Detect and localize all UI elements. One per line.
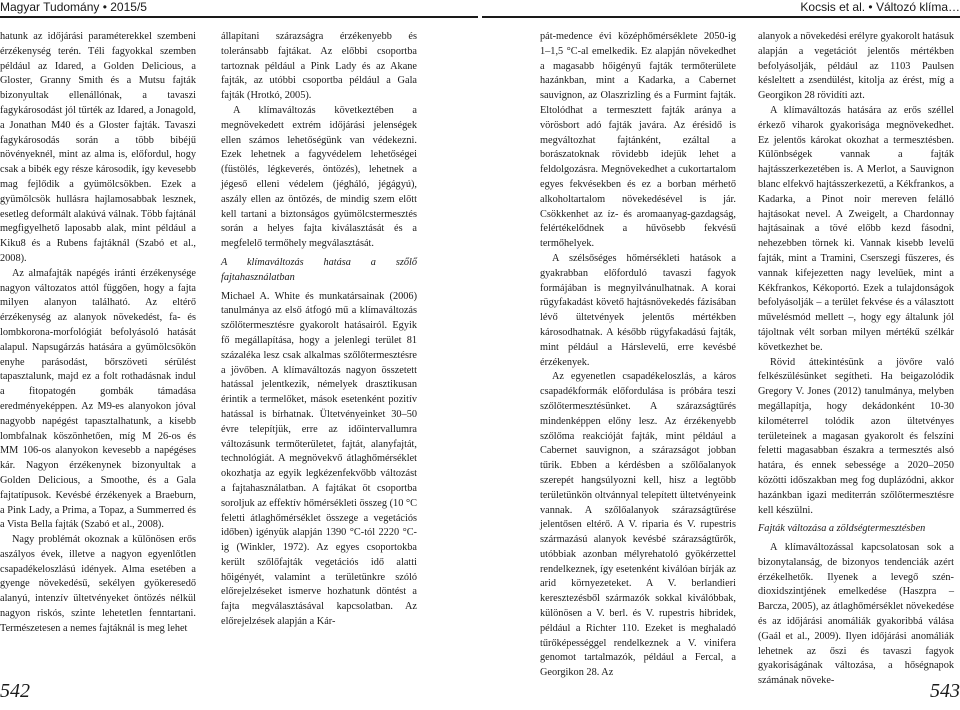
header-rule-left (0, 16, 478, 18)
body-paragraph: pát-medence évi középhőmérséklete 2050-ig 1–1,5 °C-al emelkedik. Ez alapján növekedhet a magasabb hőigényű fajták termőterülete hazánkban, mint a Kadarka, a Cabernet sauvignon, az Olaszrizling és a Furmint fajták. Eltolódhat a termesztett fajták aránya a vörösbort adó fajták javára. Az érésidő is megváltozhat fajtánként, ezáltal a borászatoknak rövidebb idejük lehet a feldolgozásra. Megnövekedhet a cukortartalom egyes fekvésekben és ez a borban mérhető alkoholtartalom növekedésével is jár. Csökkenhet az íz- és aromaanyag-gazdagság, felértékelődnek a hűvösebb fekvésű termőhelyek. (540, 31, 736, 250)
body-paragraph: Rövid áttekintésünk a jövőre való felkészülésünket segítheti. Ha beigazolódik Gregory V. Jones (2012) tanulmánya, melyben megállapítja, hogy dekádonként 10-30 kilométerrel tolódik azon ültetvényes területeinek a magasan gyakorolt és felszíni feletti magasabban északra a termesztés alsó határa, és ennek sebessége a 2020–2050 közötti időszakban meg fog duplázódni, akkor hazánkban igazi mediterrán szőlőtermesztésre kell készülni. (758, 356, 954, 516)
running-header-left: Magyar Tudomány • 2015/5 (0, 0, 147, 14)
text-column-4 (758, 30, 954, 689)
section-heading: A klímaváltozás hatása a szőlő fajtahasználatban (221, 256, 417, 283)
page-number-left: 542 (0, 680, 30, 702)
text-column-3 (540, 30, 736, 681)
section-heading: Fajták változása a zöldségtermesztésben (758, 523, 926, 535)
body-paragraph: A klímaváltozással kapcsolatosan sok a bizonytalanság, de bizonyos tendenciák azért érzékelhetők. Ilyenek a levegő szén-dioxidszintjének emelkedése (Haszpra – Barcza, 2005), az átlaghőmérséklet növekedése és az időjárási anomáliák gyakoribbá válása (Gaál et al., 2009). Ilyen időjárási anomáliák lehetnek az őszi és tavaszi fagyok gyakoriságának változása, a hőségnapok számának növeke- (758, 542, 954, 687)
header-rule-right (482, 16, 960, 18)
body-paragraph: Az almafajták napégés iránti érzékenysége nagyon változatos attól függően, hogy a fajta milyen alanyon található. Az eltérő érzékenység az alanyok növekedést, fa- és lombkorona-morfológiát befolyásoló hatását alapul. Napsugárzás hatására a gyümölcsökön enyhe parásodást, bőrszöveti sérülést tapasztalunk, majd ez a folt rothadásnak indul a fitopatogén gombák támadása eredményeképpen. Az M9-es alanyokon jóval nagyobb napégést tapasztalhatunk, a kisebb lombfalnak köszönhetően, míg M 26-os és MM 106-os alanyokon kevesebb a napégéses kár. Nagyon érzékenynek bizonyultak a Golden Delicious, a Smoothe, és a Gala fajtatípusok. Kevésbé érzékenyek a Braeburn, a Pink Lady, a Prima, a Topaz, a Summerred és a Vista Bella fajták (Szabó et al., 2008). (0, 267, 196, 531)
body-paragraph: állapítani szárazságra érzékenyebb és toleránsabb fajtákat. Az előbbi csoportba tartoznak például a Pink Lady és az Akane fajták, az utóbbi csoportba például a Gala fajták (Hrotkó, 2005). (221, 31, 417, 102)
page-number-right: 543 (930, 680, 960, 702)
body-paragraph: hatunk az időjárási paraméterekkel szembeni érzékenység terén. Téli fagyokkal szemben például az Idared, a Golden Delicious, a Gloster, Granny Smith és a Mutsu fajták bizonyultak ellenállónak, a tavaszi fagykárosodást jól tűrték az Idared, a Jonagold, a Jonathan M40 és a Gloster fajták. Tavaszi fagykárosodás során a több bibéjű növényeknél, mint az alma is, előfordul, hogy csak a bibék egy része károsodik, így kevesebb mag fejlődik a gyümölcsökben. Ezek a gyümölcsök hullásra hajlamosabbak lesznek, esetleg deformált alakúvá válnak. Több fajtánál megfigyelhető laposabb alak, mint például a Kiku8 és a Rubens fajtáknál (Szabó et al., 2008). (0, 31, 196, 264)
body-paragraph: A klímaváltozás következtében a megnövekedett extrém időjárási jelenségek ellen számos lehetőségünk van védekezni. Ezek lehetnek a fagyvédelem lehetőségei (füstölés, légkeverés, öntözés), lehetnek a jégeső elleni védelem (jégháló, jégágyú), aszály ellen az öntözés, de mindig szem előtt kell tartani a biztonságos gyümölcstermesztés során a helyes fajta kiválasztását és a megfelelő termőhely megválasztását. (221, 104, 417, 250)
text-column-2 (221, 30, 417, 630)
body-paragraph: A szélsőséges hőmérsékleti hatások a gyakrabban előforduló tavaszi fagyok formájában is megnyilvánulhatnak. A korai rügyfakadást követő hajtásnövekedés fázisában lévő ültetvények jelentős mértékben károsodhatnak. A később rügyfakadású fajták, mint például a Hárslevelű, erre kevésbé érzékenyek. (540, 252, 736, 368)
body-paragraph: A klímaváltozás hatására az erős széllel érkező viharok gyakorisága megnövekedhet. Ez jelentős károkat okozhat a termesztésben. Különbségek vannak a fajták hajtásszerkezetében is. A Merlot, a Sauvignon blanc elfekvő hajtásszerkezetű, a Kékfrankos, a Kadarka, a Pinot noir mereven felálló hajtásokat nevel. A Zweigelt, a Chardonnay hajtásainak a tövé előbb kezd fásodni, nehezebben törnek ki. Vannak kisebb levelű fajták, mint a Tramini, Cserszegi fűszeres, és vannak kifejezetten nagy levelűek, mint a Kékfrankos, Kékoportó. Ezek a tulajdonságok befolyásolják – a terület fekvése és a választott művelésmód mellett –, hogy egy általunk jól tájoltnak vélt sorban milyen mértékű szélkár következhet be. (758, 104, 954, 353)
running-header-right: Kocsis et al. • Változó klíma… (800, 0, 960, 14)
body-paragraph: Nagy problémát okoznak a különösen erős aszályos évek, illetve a nagyon egyenlőtlen csapadékeloszlású idények. Alma esetében a gyenge növekedésű, sekélyen gyökeresedő alanyú, intenzív ültetvényeket öntözés nélkül nagyon riskós, szinte lehetetlen fenntartani. Természetesen a nemes fajtáknál is meg lehet (0, 534, 196, 634)
body-paragraph: Michael A. White és munkatársainak (2006) tanulmánya az első átfogó mű a klímaváltozás szőlőtermesztésre gyakorolt hatásairól. Egyik fő megállapítása, hogy a jelenlegi terület 81 százaléka lesz csak alkalmas szőlőtermesztésre a jövőben. A klímaváltozás nagyon összetett hatással jelentkezik, némelyek drasztikusan érintik a termelőket, mások esetenként pozitív hatással is bírhatnak. Ültetvényeinket 30–50 évre telepítjük, erre az időintervallumra változásunk termőterületet, fajtát, alanyfajtát, technológiát. A megnövekvő átlaghőmérséklet okozhatja az egyik legkézenfekvőbb változást a fajtahasználatban. A fajtákat öt csoportba soroljuk az effektív hőmérsékleti összeg (10 °C feletti átlaghőmérséklet összege a vegetációs időben) igényük alapján 1390 °C-tól 2220 °C-ig (Winkler, 1972). Az egyes csoportokba került szőlőfajták vegetációs idő alatti hőigényét, valamint a területünkre szóló előrejelzéseket ismerve hozhatunk döntést a fajta megválasztásával kapcsolatban. Az előrejelzések alapján a Kár- (221, 290, 417, 628)
text-column-1 (0, 30, 196, 637)
body-paragraph: Az egyenetlen csapadékeloszlás, a káros csapadékformák előfordulása is próbára teszi szőlőtermesztésünket. A szárazságtűrés mindenképpen előny lesz. Az érzékenyebb szőlőma reakcióját fajták, mint például a Cabernet sauvignon, a szárazságot jobban tűrik. Ebben a kérdésben a szőlőalanyok szerepét hangsúlyozni kell, hisz a legtöbb területünkön oltvánnyal telepített ültetvényeink vannak. A szőlőalanyok szárazságtűrése jelentősen eltérő. A V. riparia és V. rupestris származású alanyok kevésbé szárazságtűrők, utóbbiak azonban mélyrehatoló gyökérzettel rendelkeznek, így esetenként kiválóan bírják az arid környezeteket. A V. berlandieri keresztezésből származók sokkal kiválóbbak, különösen a V. berl. és V. rupestris hibridek, például a Richter 110. Ezeket is meghaladó tűrőképességgel rendelkeznek a V. vinifera genomot tartalmazók, például a Fercal, a Georgikon 28. Az (540, 371, 736, 679)
body-paragraph: alanyok a növekedési erélyre gyakorolt hatásuk alapján a vegetációt jelentős mértékben befolyásolják, például az 1103 Paulsen késleltett a zsendülést, kitolja az érést, míg a Georgikon 28 rövidíti azt. (758, 31, 954, 102)
